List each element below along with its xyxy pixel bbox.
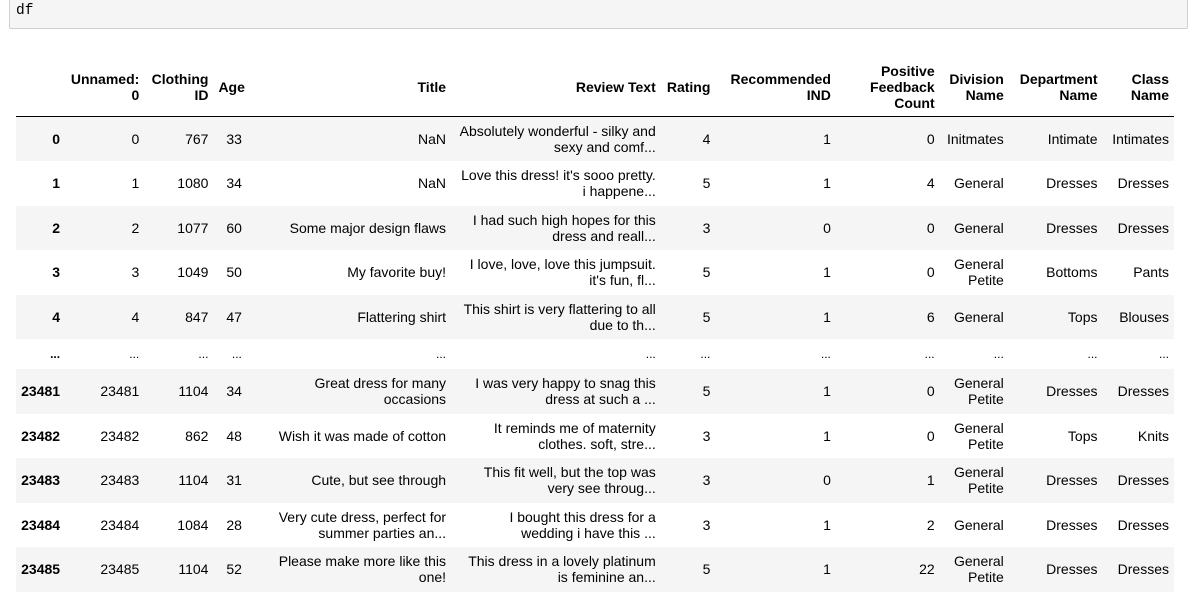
cell-department-name: ...	[1087, 347, 1098, 361]
header-clothing-id: Clothing ID	[144, 57, 213, 117]
cell-index: 23483	[21, 472, 61, 489]
cell-index: 23485	[21, 561, 61, 578]
cell-department-name: Tops	[1067, 427, 1098, 444]
table-row	[16, 117, 1174, 162]
header-unnamed-0: Unnamed: 0	[65, 57, 144, 117]
cell-age: 52	[226, 561, 242, 578]
cell-review-text: Love this dress! it's sooo pretty. i happene...	[461, 167, 656, 200]
table-row	[16, 250, 1174, 295]
cell-recommended-ind: 1	[823, 264, 831, 281]
cell-positive-feedback-count: 6	[926, 308, 935, 325]
header-positive-feedback-count: Positive Feedback Count	[836, 57, 940, 117]
cell-class-name: Knits	[1137, 427, 1169, 444]
cell-positive-feedback-count: 1	[926, 472, 935, 489]
cell-department-name: Dresses	[1046, 472, 1098, 489]
table-row	[16, 161, 1174, 206]
cell-title: ...	[436, 347, 447, 361]
cell-age: 50	[226, 264, 242, 281]
cell-department-name: Dresses	[1046, 175, 1098, 192]
table-row	[16, 339, 1174, 369]
cell-title: NaN	[418, 131, 447, 147]
cell-title: Flattering shirt	[357, 308, 447, 325]
cell-unnamed-0: 23481	[100, 383, 140, 400]
cell-review-text: This dress in a lovely platinum is feminine an...	[468, 553, 656, 586]
cell-division-name: General Petite	[953, 256, 1004, 289]
cell-department-name: Dresses	[1046, 383, 1098, 400]
header-title: Title	[247, 57, 451, 117]
cell-unnamed-0: ...	[129, 347, 140, 361]
cell-age: ...	[231, 347, 242, 361]
cell-title: Very cute dress, perfect for summer parties an...	[278, 508, 447, 541]
cell-department-name: Dresses	[1046, 561, 1098, 578]
cell-unnamed-0: 0	[131, 131, 140, 147]
cell-age: 48	[226, 427, 242, 444]
cell-division-name: General	[953, 516, 1004, 533]
cell-clothing-id: 862	[185, 427, 209, 444]
cell-positive-feedback-count: 22	[919, 561, 935, 578]
dataframe-table	[16, 57, 1174, 592]
cell-index: ...	[50, 347, 61, 361]
cell-rating: 4	[702, 131, 711, 147]
cell-unnamed-0: 23482	[100, 427, 140, 444]
cell-class-name: Dresses	[1117, 561, 1169, 578]
cell-rating: 3	[702, 219, 711, 236]
cell-review-text: It reminds me of maternity clothes. soft, stre...	[493, 419, 656, 452]
table-row	[16, 458, 1174, 503]
cell-department-name: Dresses	[1046, 516, 1098, 533]
cell-title: Please make more like this one!	[278, 553, 447, 586]
table-row	[16, 547, 1174, 592]
cell-clothing-id: 1084	[177, 516, 209, 533]
cell-index: 1	[52, 175, 61, 192]
cell-review-text: I bought this dress for a wedding i have this ...	[509, 508, 656, 541]
table-row	[16, 369, 1174, 414]
dataframe-output	[16, 57, 1174, 592]
cell-unnamed-0: 4	[131, 308, 140, 325]
cell-division-name: General	[953, 175, 1004, 192]
cell-review-text: Absolutely wonderful - silky and sexy and comf...	[459, 123, 656, 155]
cell-division-name: General Petite	[953, 553, 1004, 586]
cell-division-name: Initmates	[946, 131, 1004, 147]
cell-review-text: This shirt is very flattering to all due to th...	[463, 300, 656, 333]
cell-index: 3	[52, 264, 61, 281]
cell-review-text: This fit well, but the top was very see throug...	[483, 464, 656, 497]
cell-index: 2	[52, 219, 61, 236]
cell-positive-feedback-count: 0	[926, 264, 935, 281]
cell-division-name: General Petite	[953, 419, 1004, 452]
cell-rating: 3	[702, 472, 711, 489]
cell-title: Some major design flaws	[289, 219, 447, 236]
cell-recommended-ind: 0	[823, 219, 831, 236]
table-row	[16, 414, 1174, 459]
cell-class-name: Blouses	[1119, 308, 1169, 325]
cell-index: 0	[52, 131, 61, 147]
cell-department-name: Bottoms	[1046, 264, 1098, 281]
header-recommended-ind: Recommended IND	[715, 57, 835, 117]
table-body	[16, 117, 1174, 592]
cell-recommended-ind: 1	[823, 516, 831, 533]
cell-clothing-id: 1077	[177, 219, 209, 236]
cell-title: Wish it was made of cotton	[278, 427, 447, 444]
cell-title: Cute, but see through	[311, 472, 447, 489]
cell-unnamed-0: 1	[131, 175, 140, 192]
cell-age: 33	[226, 131, 242, 147]
cell-rating: 5	[702, 175, 711, 192]
cell-division-name: General	[953, 219, 1004, 236]
cell-recommended-ind: 0	[823, 472, 831, 489]
cell-unnamed-0: 3	[131, 264, 140, 281]
cell-positive-feedback-count: 0	[926, 383, 935, 400]
cell-review-text: I had such high hopes for this dress and reall...	[472, 211, 656, 244]
header-rating: Rating	[661, 57, 716, 117]
cell-index: 23482	[21, 427, 61, 444]
cell-review-text: ...	[645, 347, 656, 361]
cell-rating: ...	[700, 347, 711, 361]
header-review-text: Review Text	[451, 57, 661, 117]
code-cell-input[interactable]	[9, 0, 1188, 29]
cell-recommended-ind: 1	[823, 561, 831, 578]
cell-department-name: Tops	[1067, 308, 1098, 325]
cell-clothing-id: 1104	[178, 472, 209, 489]
cell-clothing-id: ...	[198, 347, 209, 361]
cell-unnamed-0: 23483	[100, 472, 140, 489]
header-department-name: Department Name	[1009, 57, 1103, 117]
cell-clothing-id: 1104	[178, 561, 209, 578]
cell-title: Great dress for many occasions	[314, 375, 447, 408]
cell-positive-feedback-count: 0	[926, 427, 935, 444]
header-division-name: Division Name	[940, 57, 1009, 117]
cell-division-name: General	[953, 308, 1004, 325]
cell-index: 4	[52, 308, 61, 325]
cell-class-name: ...	[1158, 347, 1169, 361]
cell-clothing-id: 847	[185, 308, 209, 325]
cell-positive-feedback-count: 0	[926, 131, 935, 147]
cell-unnamed-0: 23484	[100, 516, 140, 533]
table-row	[16, 206, 1174, 251]
cell-review-text: I was very happy to snag this dress at such a ...	[475, 375, 656, 408]
cell-recommended-ind: 1	[823, 383, 831, 400]
cell-rating: 5	[702, 264, 711, 281]
cell-recommended-ind: ...	[820, 347, 831, 361]
cell-rating: 3	[702, 516, 711, 533]
cell-positive-feedback-count: 2	[926, 516, 935, 533]
cell-age: 28	[226, 516, 242, 533]
cell-department-name: Dresses	[1046, 219, 1098, 236]
cell-rating: 5	[702, 383, 711, 400]
header-age: Age	[213, 57, 246, 117]
cell-unnamed-0: 2	[131, 219, 140, 236]
cell-clothing-id: 767	[185, 131, 209, 147]
cell-age: 47	[226, 308, 242, 325]
cell-clothing-id: 1104	[178, 383, 209, 400]
header-row	[16, 57, 1174, 117]
cell-division-name: ...	[993, 347, 1004, 361]
cell-rating: 5	[702, 561, 711, 578]
cell-positive-feedback-count: ...	[924, 347, 935, 361]
cell-class-name: Dresses	[1117, 175, 1169, 192]
cell-age: 34	[226, 383, 242, 400]
header-class-name: Class Name	[1103, 57, 1175, 117]
cell-class-name: Dresses	[1117, 219, 1169, 236]
table-row	[16, 503, 1174, 548]
cell-division-name: General Petite	[953, 375, 1004, 408]
cell-rating: 5	[702, 308, 711, 325]
cell-title: My favorite buy!	[347, 264, 447, 281]
cell-class-name: Pants	[1133, 264, 1169, 281]
cell-recommended-ind: 1	[823, 175, 831, 192]
cell-positive-feedback-count: 4	[926, 175, 935, 192]
cell-class-name: Dresses	[1117, 516, 1169, 533]
table-row	[16, 295, 1174, 340]
cell-review-text: I love, love, love this jumpsuit. it's fun, fl...	[469, 256, 656, 289]
cell-recommended-ind: 1	[823, 131, 831, 147]
cell-positive-feedback-count: 0	[926, 219, 935, 236]
cell-class-name: Intimates	[1112, 131, 1169, 147]
cell-index: 23481	[21, 383, 61, 400]
cell-recommended-ind: 1	[823, 427, 831, 444]
cell-recommended-ind: 1	[823, 308, 831, 325]
cell-age: 34	[226, 175, 242, 192]
cell-unnamed-0: 23485	[100, 561, 140, 578]
cell-clothing-id: 1080	[177, 175, 209, 192]
cell-class-name: Dresses	[1117, 383, 1169, 400]
header-index	[16, 57, 65, 117]
cell-age: 31	[226, 472, 242, 489]
cell-division-name: General Petite	[953, 464, 1004, 497]
cell-index: 23484	[21, 516, 61, 533]
cell-clothing-id: 1049	[177, 264, 209, 281]
cell-department-name: Intimate	[1047, 131, 1098, 147]
cell-title: NaN	[418, 175, 447, 192]
code-cell-source: df	[16, 3, 34, 19]
cell-rating: 3	[702, 427, 711, 444]
cell-class-name: Dresses	[1117, 472, 1169, 489]
cell-age: 60	[226, 219, 242, 236]
